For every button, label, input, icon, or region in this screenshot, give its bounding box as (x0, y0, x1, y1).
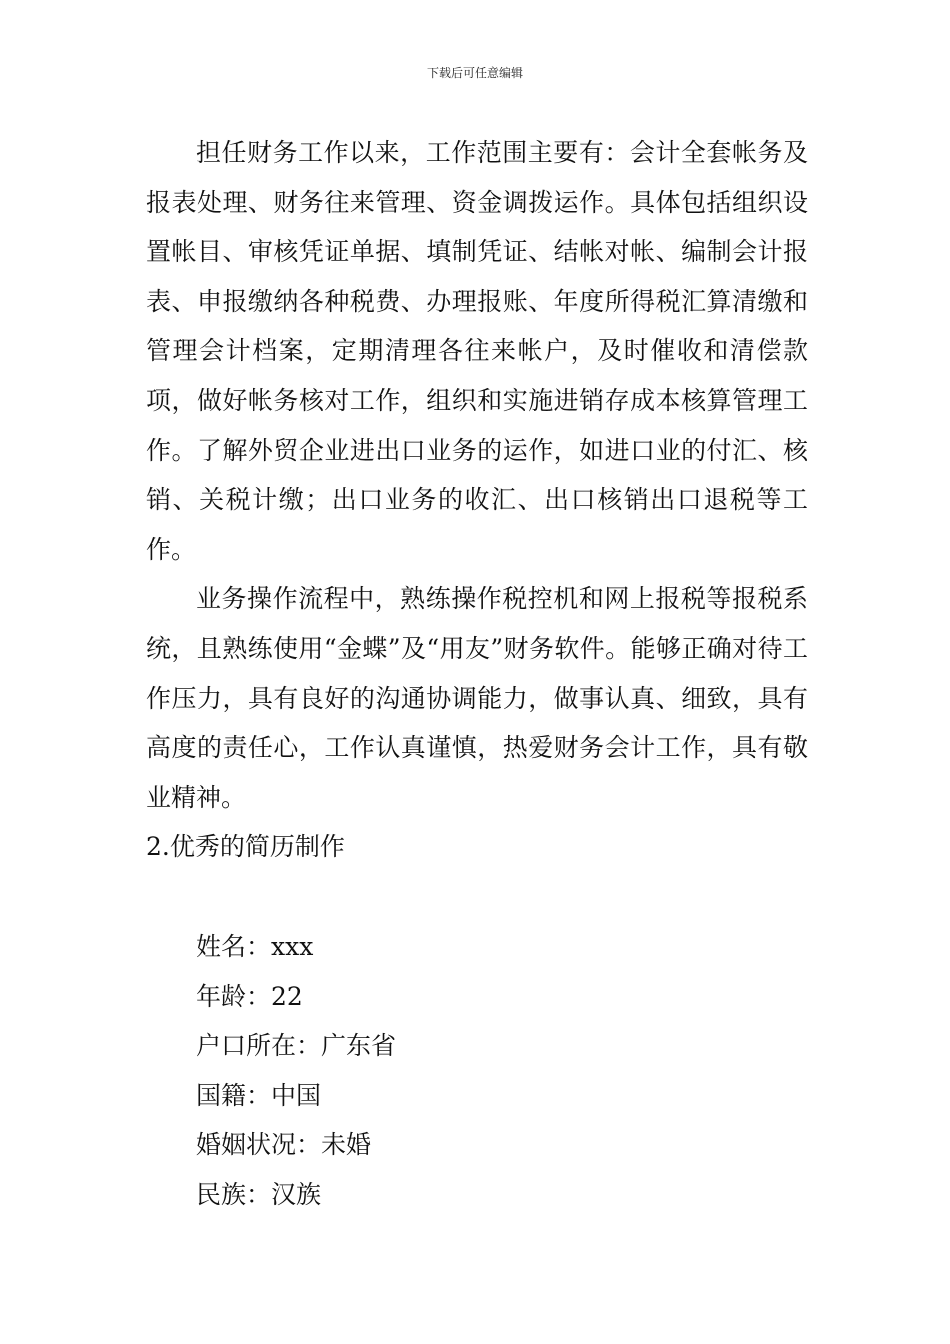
paragraph-skills: 业务操作流程中，熟练操作税控机和网上报税等报税系统，且熟练使用“金蝶”及“用友”财务软件。能够正确对待工作压力，具有良好的沟通协调能力，做事认真、细致，具有高度的责任心，工作认真谨慎，热爱财务会计工作，具有敬业精神。 (146, 584, 808, 812)
profile-nationality: 国籍：中国 (196, 1080, 322, 1110)
profile-age: 年龄：22 (196, 981, 303, 1011)
profile-info-list (196, 922, 796, 1220)
profile-name: 姓名：xxx (196, 932, 314, 961)
document-body (146, 128, 808, 872)
profile-marital-status: 婚姻状况：未婚 (196, 1130, 372, 1160)
page-header: 下载后可任意编辑 (426, 66, 523, 80)
section-heading: 2.优秀的简历制作 (146, 832, 345, 862)
paragraph-work-scope: 担任财务工作以来，工作范围主要有：会计全套帐务及报表处理、财务往来管理、资金调拨运作。具体包括组织设置帐目、审核凭证单据、填制凭证、结帐对帐、编制会计报表、申报缴纳各种税费、办理报账、年度所得税汇算清缴和管理会计档案，定期清理各往来帐户，及时催收和清偿款项，做好帐务核对工作，组织和实施进销存成本核算管理工作。了解外贸企业进出口业务的运作，如进口业的付汇、核销、关税计缴；出口业务的收汇、出口核销出口退税等工作。 (146, 138, 808, 564)
profile-ethnicity: 民族：汉族 (196, 1179, 322, 1209)
profile-hukou: 户口所在：广东省 (196, 1031, 397, 1061)
